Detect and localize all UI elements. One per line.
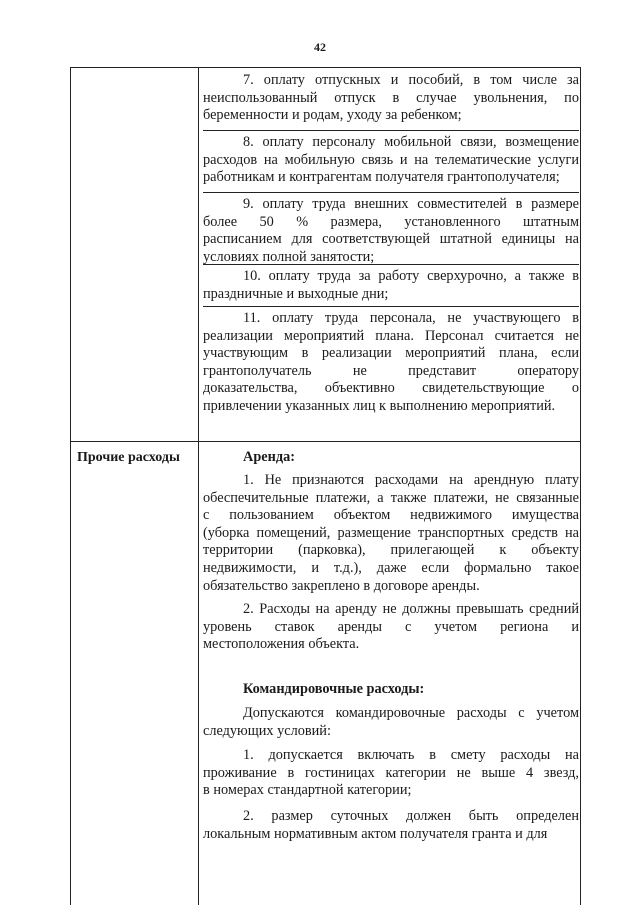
text-line: условиях полной занятости;: [203, 248, 375, 265]
text-line: привлечении указанных лиц к выполнению мероприятий.: [203, 397, 556, 414]
text-line: (уборка помещений, размещение транспортных средств на: [203, 524, 579, 541]
text-line: 2. Расходы на аренду не должны превышать средний: [243, 601, 579, 617]
text-line: Допускаются командировочные расходы с учетом: [243, 705, 579, 721]
rent-paragraph-2: [203, 601, 579, 654]
text-line: 8. оплату персоналу мобильной связи, возмещение: [243, 134, 579, 150]
travel-intro: [203, 705, 579, 740]
rent-heading: Аренда:: [243, 449, 296, 465]
text-line: неиспользованный отпуск в случае увольнения, по: [203, 89, 579, 106]
text-line: местоположения объекта.: [203, 636, 360, 653]
text-line: расписанием для соответствующей штатной единицы на: [203, 231, 579, 248]
row-divider: [71, 441, 580, 442]
item-7: [203, 72, 579, 125]
text-line: территории (парковка), прилегающей к объекту: [203, 542, 579, 559]
travel-condition-2: [203, 808, 579, 843]
text-line: участвующим в реализации мероприятий плана, если: [203, 345, 579, 362]
text-line: расходов на мобильную связь и на телематические услуги: [203, 151, 579, 168]
text-line: 10. оплату труда за работу сверхурочно, а также в: [243, 268, 579, 284]
text-line: в номерах стандартной категории;: [203, 782, 412, 799]
item-10: [203, 268, 579, 303]
text-line: обеспечительные платежи, а также платежи, не связанные: [203, 489, 579, 506]
text-line: недвижимости, и т.д.), даже если формально такое: [203, 559, 579, 576]
text-line: уровень ставок аренды с учетом региона и: [203, 618, 579, 635]
text-line: реализации мероприятий плана. Персонал считается не: [203, 327, 579, 344]
text-line: следующих условий:: [203, 722, 331, 739]
text-line: 2. размер суточных должен быть определен: [243, 808, 579, 824]
item-divider: [203, 306, 579, 307]
text-line: обязательство закреплено в договоре аренды.: [203, 577, 480, 594]
expenses-table: [70, 67, 581, 905]
text-line: беременности и родам, уходу за ребенком;: [203, 107, 462, 124]
text-line: 7. оплату отпускных и пособий, в том числе за: [243, 72, 579, 88]
row-label-other-expenses: Прочие расходы: [77, 450, 180, 465]
text-line: 9. оплату труда внешних совместителей в размере: [243, 196, 579, 212]
text-line: локальным нормативным актом получателя гранта и для: [203, 825, 548, 842]
text-line: 1. Не признаются расходами на арендную плату: [243, 472, 579, 488]
item-8: [203, 134, 579, 187]
item-9: [203, 196, 579, 266]
text-line: 11. оплату труда персонала, не участвующего в: [243, 310, 579, 326]
item-divider: [203, 130, 579, 131]
travel-condition-1: [203, 747, 579, 800]
item-divider: [203, 264, 579, 265]
item-11: [203, 310, 579, 416]
text-line: более 50 % размера, установленного штатным: [203, 213, 579, 230]
text-line: доказательства, объективно свидетельствующие о: [203, 380, 579, 397]
page-number: 42: [314, 40, 326, 54]
item-divider: [203, 192, 579, 193]
rent-paragraph-1: [203, 472, 579, 595]
text-line: с пользованием объектом недвижимого имущества: [203, 507, 579, 524]
text-line: проживание в гостиницах категории не выше 4 звезд,: [203, 764, 579, 781]
text-line: 1. допускается включать в смету расходы на: [243, 747, 579, 763]
column-divider: [198, 68, 199, 905]
travel-heading: Командировочные расходы:: [243, 681, 425, 697]
text-line: работникам и контрагентам получателя грантополучателя;: [203, 169, 560, 186]
text-line: праздничные и выходные дни;: [203, 285, 389, 302]
text-line: грантополучатель не представит оператору: [203, 362, 579, 379]
